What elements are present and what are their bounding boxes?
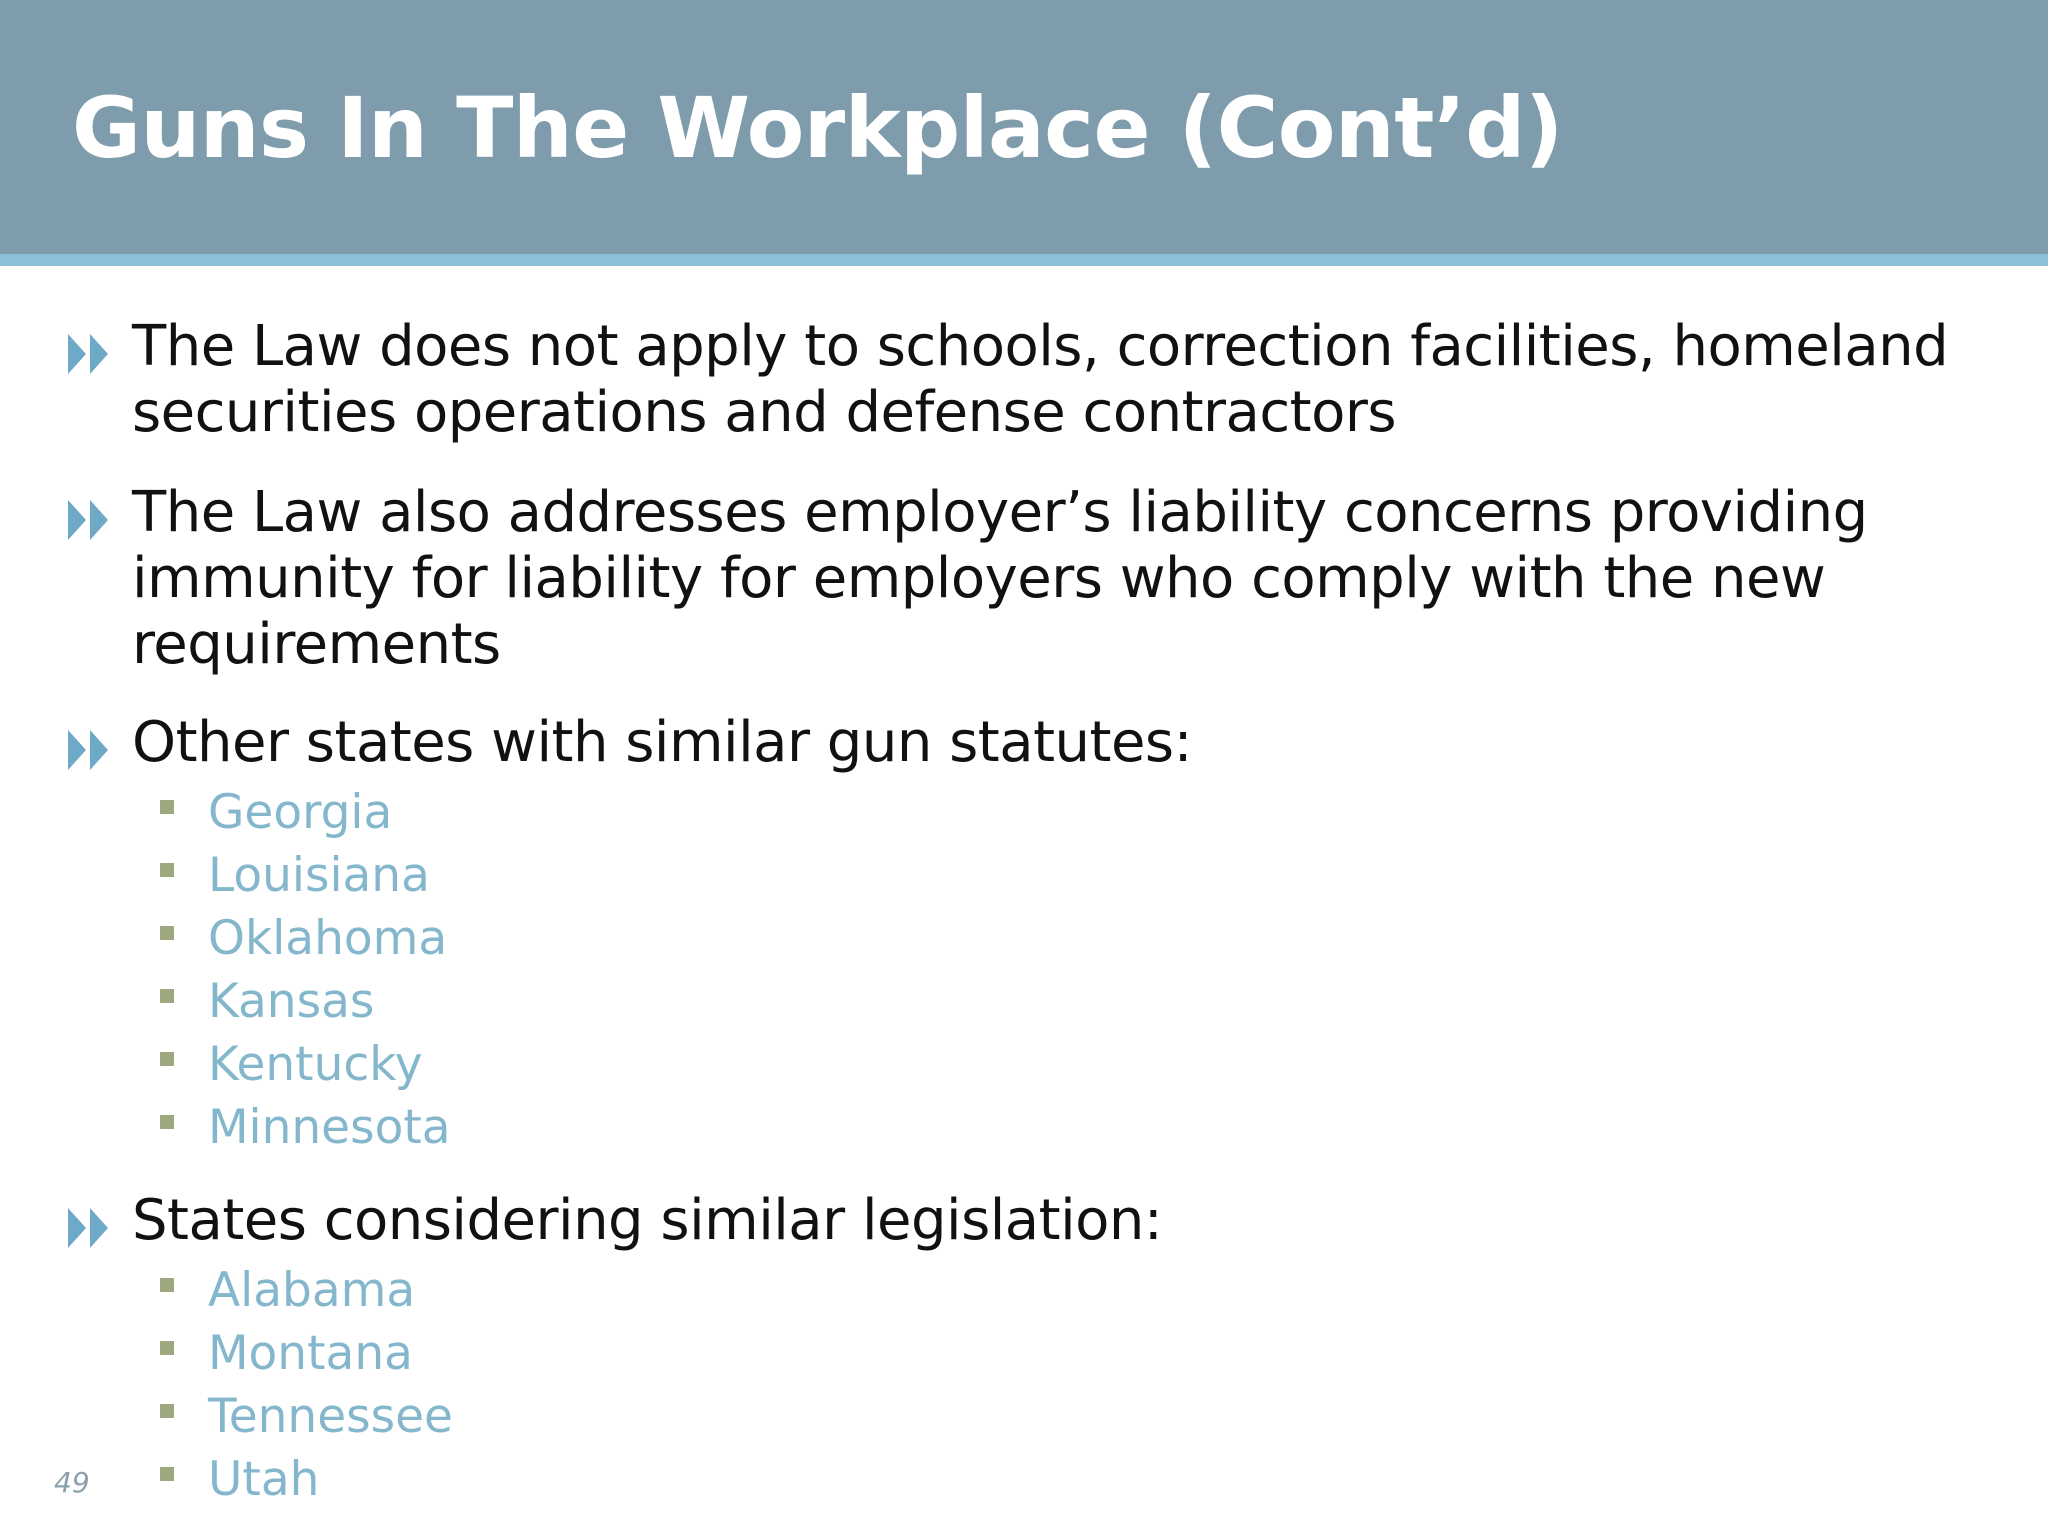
- title-bar: [0, 0, 2048, 254]
- sub-list-item: [160, 1034, 760, 1096]
- state-name: Kansas: [208, 974, 375, 1029]
- state-name: Utah: [208, 1452, 320, 1507]
- double-chevron-right-icon: [66, 500, 116, 540]
- bullet-text: The Law does not apply to schools, correction facilities, homeland securities operations and defense contractors: [132, 314, 1949, 445]
- bullet-text: States considering similar legislation:: [132, 1188, 1163, 1253]
- sub-list-item: [160, 1323, 760, 1385]
- square-bullet-icon: [160, 1278, 174, 1292]
- title-divider: [0, 254, 2048, 266]
- sub-list-item: [160, 1449, 760, 1511]
- sub-list-item: [160, 1386, 760, 1448]
- state-name: Minnesota: [208, 1100, 451, 1155]
- square-bullet-icon: [160, 800, 174, 814]
- square-bullet-icon: [160, 1115, 174, 1129]
- state-name: Kentucky: [208, 1037, 423, 1092]
- state-name: Georgia: [208, 785, 393, 840]
- bullet-text: Other states with similar gun statutes:: [132, 710, 1192, 775]
- state-name: Alabama: [208, 1263, 416, 1318]
- double-chevron-right-icon: [66, 334, 116, 374]
- state-name: Tennessee: [208, 1389, 453, 1444]
- sub-list-item: [160, 971, 760, 1033]
- state-name: Oklahoma: [208, 911, 448, 966]
- sub-list-item: [160, 1260, 760, 1322]
- square-bullet-icon: [160, 989, 174, 1003]
- square-bullet-icon: [160, 863, 174, 877]
- slide-title: Guns In The Workplace (Cont’d): [72, 79, 1563, 177]
- double-chevron-right-icon: [66, 730, 116, 770]
- square-bullet-icon: [160, 1467, 174, 1481]
- double-chevron-right-icon: [66, 1208, 116, 1248]
- square-bullet-icon: [160, 926, 174, 940]
- sub-list-item: [160, 845, 760, 907]
- sub-list-item: [160, 908, 760, 970]
- page-number: 49: [54, 1466, 90, 1499]
- state-name: Louisiana: [208, 848, 430, 903]
- bullet-text: The Law also addresses employer’s liability concerns providing immunity for liability for employers who comply with the new requirements: [132, 480, 1868, 677]
- square-bullet-icon: [160, 1404, 174, 1418]
- square-bullet-icon: [160, 1052, 174, 1066]
- square-bullet-icon: [160, 1341, 174, 1355]
- sub-list-item: [160, 1097, 760, 1159]
- sub-list-item: [160, 782, 760, 844]
- state-name: Montana: [208, 1326, 413, 1381]
